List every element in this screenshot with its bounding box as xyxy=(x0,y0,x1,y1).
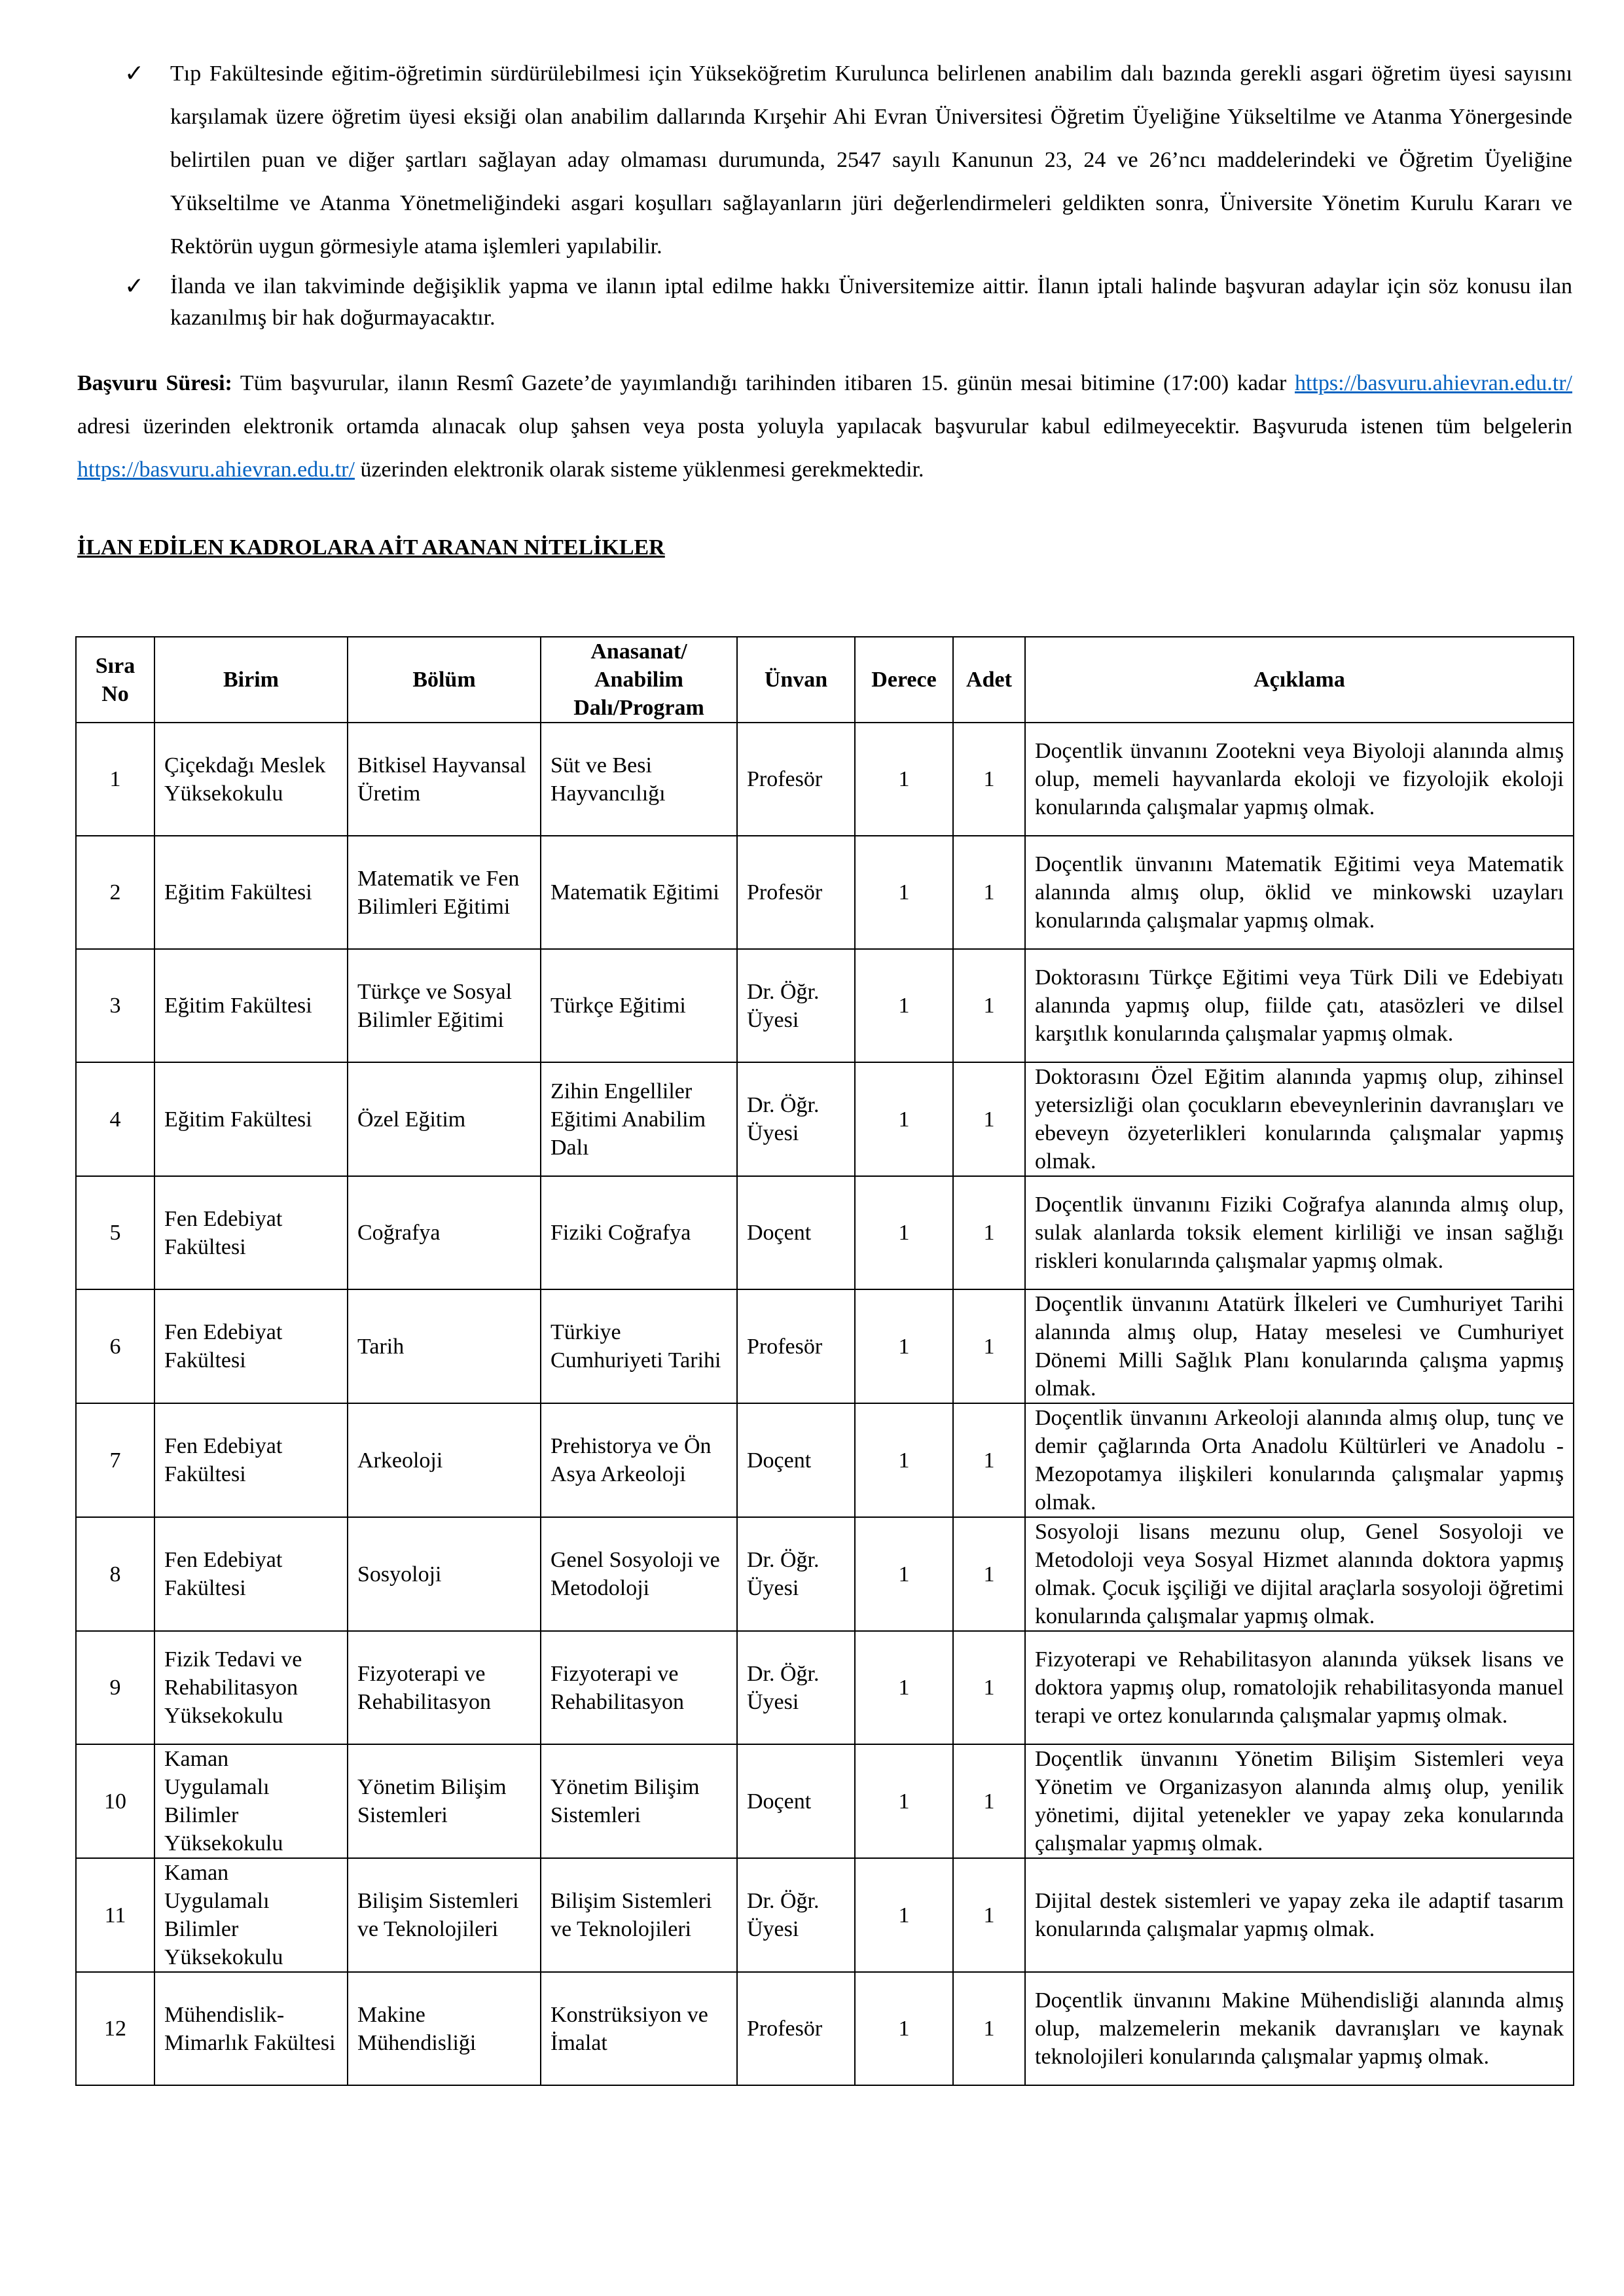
cell-unvan: Profesör xyxy=(737,836,855,949)
cell-unvan: Profesör xyxy=(737,723,855,836)
cell-adet: 1 xyxy=(953,1517,1025,1631)
header-adet: Adet xyxy=(953,637,1025,723)
cell-sira-no: 8 xyxy=(76,1517,154,1631)
positions-table xyxy=(75,636,1574,2086)
cell-adet: 1 xyxy=(953,1176,1025,1289)
cell-unvan: Doçent xyxy=(737,1176,855,1289)
table-row xyxy=(76,1176,1574,1289)
cell-anabilim: Genel Sosyoloji ve Metodoloji xyxy=(541,1517,737,1631)
cell-derece: 1 xyxy=(855,1289,953,1403)
cell-adet: 1 xyxy=(953,1972,1025,2085)
table-row xyxy=(76,1062,1574,1176)
cell-sira-no: 6 xyxy=(76,1289,154,1403)
cell-sira-no: 3 xyxy=(76,949,154,1062)
section-title: İLAN EDİLEN KADROLARA AİT ARANAN NİTELİKLER xyxy=(77,535,665,560)
header-sira-no: Sıra No xyxy=(76,637,154,723)
cell-aciklama: Fizyoterapi ve Rehabilitasyon alanında yüksek lisans ve doktora yapmış olup, romatolojik rehabilitasyonda manuel terapi ve ortez konularında çalışmalar yapmış olmak. xyxy=(1025,1631,1574,1744)
cell-birim: Fizik Tedavi ve Rehabilitasyon Yüksekokulu xyxy=(154,1631,348,1744)
cell-anabilim: Bilişim Sistemleri ve Teknolojileri xyxy=(541,1858,737,1972)
bullet-item xyxy=(124,52,1572,268)
cell-sira-no: 2 xyxy=(76,836,154,949)
table-row xyxy=(76,1289,1574,1403)
cell-adet: 1 xyxy=(953,949,1025,1062)
cell-sira-no: 12 xyxy=(76,1972,154,2085)
deadline-label: Başvuru Süresi: xyxy=(77,371,232,395)
checkmark-icon: ✓ xyxy=(124,60,145,87)
cell-bolum: Arkeoloji xyxy=(348,1403,541,1517)
table-header-row xyxy=(76,637,1574,723)
cell-aciklama: Doktorasını Özel Eğitim alanında yapmış olup, zihinsel yetersizliği olan çocukların ebeveynlerinin davranışları ve ebeveyn özyeterlikleri konularında çalışmalar yapmış olmak. xyxy=(1025,1062,1574,1176)
cell-birim: Eğitim Fakültesi xyxy=(154,836,348,949)
cell-anabilim: Süt ve Besi Hayvancılığı xyxy=(541,723,737,836)
application-link[interactable]: https://basvuru.ahievran.edu.tr/ xyxy=(77,457,355,482)
cell-aciklama: Doçentlik ünvanını Zootekni veya Biyoloji alanında almış olup, memeli hayvanlarda ekoloji ve fizyolojik ekoloji konularında çalışmalar yapmış olmak. xyxy=(1025,723,1574,836)
cell-derece: 1 xyxy=(855,949,953,1062)
header-derece: Derece xyxy=(855,637,953,723)
cell-derece: 1 xyxy=(855,1517,953,1631)
cell-sira-no: 9 xyxy=(76,1631,154,1744)
cell-aciklama: Doçentlik ünvanını Yönetim Bilişim Sistemleri veya Yönetim ve Organizasyon alanında almış olup, yenilik yönetimi, dijital yetenekler ve yapay zeka konularında çalışmalar yapmış olmak. xyxy=(1025,1744,1574,1858)
table-row xyxy=(76,723,1574,836)
table-row xyxy=(76,1858,1574,1972)
header-aciklama: Açıklama xyxy=(1025,637,1574,723)
header-birim: Birim xyxy=(154,637,348,723)
cell-birim: Mühendislik-Mimarlık Fakültesi xyxy=(154,1972,348,2085)
cell-bolum: Makine Mühendisliği xyxy=(348,1972,541,2085)
cell-adet: 1 xyxy=(953,1744,1025,1858)
cell-derece: 1 xyxy=(855,1403,953,1517)
cell-sira-no: 7 xyxy=(76,1403,154,1517)
cell-birim: Fen Edebiyat Fakültesi xyxy=(154,1517,348,1631)
checkmark-icon: ✓ xyxy=(124,273,145,300)
cell-adet: 1 xyxy=(953,723,1025,836)
cell-unvan: Profesör xyxy=(737,1289,855,1403)
table-row xyxy=(76,1744,1574,1858)
cell-aciklama: Doçentlik ünvanını Atatürk İlkeleri ve Cumhuriyet Tarihi alanında almış olup, Hatay meselesi ve Cumhuriyet Dönemi Milli Sağlık Planı konularında çalışma yapmış olmak. xyxy=(1025,1289,1574,1403)
cell-derece: 1 xyxy=(855,1972,953,2085)
header-unvan: Ünvan xyxy=(737,637,855,723)
cell-adet: 1 xyxy=(953,1858,1025,1972)
cell-bolum: Fizyoterapi ve Rehabilitasyon xyxy=(348,1631,541,1744)
cell-anabilim: Türkçe Eğitimi xyxy=(541,949,737,1062)
cell-aciklama: Doçentlik ünvanını Fiziki Coğrafya alanında almış olup, sulak alanlarda toksik element kirliliği ve insan sağlığı riskleri konularında çalışmalar yapmış olmak. xyxy=(1025,1176,1574,1289)
cell-unvan: Dr. Öğr. Üyesi xyxy=(737,1062,855,1176)
application-deadline xyxy=(77,362,1572,492)
cell-aciklama: Dijital destek sistemleri ve yapay zeka ile adaptif tasarım konularında çalışmalar yapmış olmak. xyxy=(1025,1858,1574,1972)
table-row xyxy=(76,836,1574,949)
deadline-text: Tüm başvurular, ilanın Resmî Gazete’de yayımlandığı tarihinden itibaren 15. günün mesai bitimine (17:00) kadar xyxy=(232,371,1295,395)
cell-adet: 1 xyxy=(953,836,1025,949)
cell-birim: Eğitim Fakültesi xyxy=(154,1062,348,1176)
cell-bolum: Türkçe ve Sosyal Bilimler Eğitimi xyxy=(348,949,541,1062)
cell-derece: 1 xyxy=(855,1062,953,1176)
cell-birim: Fen Edebiyat Fakültesi xyxy=(154,1289,348,1403)
cell-derece: 1 xyxy=(855,1744,953,1858)
cell-anabilim: Yönetim Bilişim Sistemleri xyxy=(541,1744,737,1858)
table-row xyxy=(76,1631,1574,1744)
cell-bolum: Bilişim Sistemleri ve Teknolojileri xyxy=(348,1858,541,1972)
cell-anabilim: Türkiye Cumhuriyeti Tarihi xyxy=(541,1289,737,1403)
cell-sira-no: 5 xyxy=(76,1176,154,1289)
cell-sira-no: 11 xyxy=(76,1858,154,1972)
cell-adet: 1 xyxy=(953,1062,1025,1176)
cell-derece: 1 xyxy=(855,1631,953,1744)
cell-sira-no: 1 xyxy=(76,723,154,836)
cell-derece: 1 xyxy=(855,1858,953,1972)
table-row xyxy=(76,1517,1574,1631)
header-bolum: Bölüm xyxy=(348,637,541,723)
cell-anabilim: Fiziki Coğrafya xyxy=(541,1176,737,1289)
cell-birim: Kaman Uygulamalı Bilimler Yüksekokulu xyxy=(154,1744,348,1858)
bullet-text: İlanda ve ilan takviminde değişiklik yapma ve ilanın iptal edilme hakkı Üniversitemize aittir. İlanın iptali halinde başvuran adaylar için söz konusu ilan kazanılmış bir hak doğurmayacaktır. xyxy=(170,274,1572,330)
cell-adet: 1 xyxy=(953,1289,1025,1403)
cell-unvan: Doçent xyxy=(737,1744,855,1858)
cell-derece: 1 xyxy=(855,836,953,949)
cell-adet: 1 xyxy=(953,1631,1025,1744)
cell-derece: 1 xyxy=(855,723,953,836)
cell-birim: Eğitim Fakültesi xyxy=(154,949,348,1062)
cell-birim: Fen Edebiyat Fakültesi xyxy=(154,1403,348,1517)
cell-aciklama: Doktorasını Türkçe Eğitimi veya Türk Dili ve Edebiyatı alanında yapmış olup, fiilde çatı, atasözleri ve dilsel karşıtlık konularında çalışmalar yapmış olmak. xyxy=(1025,949,1574,1062)
cell-aciklama: Sosyoloji lisans mezunu olup, Genel Sosyoloji ve Metodoloji veya Sosyal Hizmet alanında doktora yapmış olmak. Çocuk işçiliği ve dijital araçlarla sosyoloji öğretimi konularında çalışmalar yapmış olmak. xyxy=(1025,1517,1574,1631)
cell-unvan: Profesör xyxy=(737,1972,855,2085)
bullet-list xyxy=(124,52,1572,334)
cell-sira-no: 10 xyxy=(76,1744,154,1858)
cell-bolum: Bitkisel Hayvansal Üretim xyxy=(348,723,541,836)
cell-unvan: Dr. Öğr. Üyesi xyxy=(737,949,855,1062)
cell-birim: Fen Edebiyat Fakültesi xyxy=(154,1176,348,1289)
deadline-text: üzerinden elektronik olarak sisteme yüklenmesi gerekmektedir. xyxy=(354,457,924,482)
cell-birim: Kaman Uygulamalı Bilimler Yüksekokulu xyxy=(154,1858,348,1972)
bullet-text: Tıp Fakültesinde eğitim-öğretimin sürdürülebilmesi için Yükseköğretim Kurulunca belirlenen anabilim dalı bazında gerekli asgari öğretim üyesi sayısını karşılamak üzere öğretim üyesi eksiği olan anabilim dallarında Kırşehir Ahi Evran Üniversitesi Öğretim Üyeliğine Yükseltilme ve Atanma Yönergesinde belirtilen puan ve diğer şartları sağlayan aday olmaması durumunda, 2547 sayılı Kanunun 23, 24 ve 26’ncı maddelerindeki ve Öğretim Üyeliğine Yükseltilme ve Atanma Yönetmeliğindeki asgari koşulları sağlayanların jüri değerlendirmeleri geldikten sonra, Üniversite Yönetim Kurulu Kararı ve Rektörün uygun görmesiyle atama işlemleri yapılabilir. xyxy=(170,62,1572,259)
cell-anabilim: Zihin Engelliler Eğitimi Anabilim Dalı xyxy=(541,1062,737,1176)
header-anabilim: Anasanat/ Anabilim Dalı/Program xyxy=(541,637,737,723)
table-row xyxy=(76,1403,1574,1517)
cell-anabilim: Konstrüksiyon ve İmalat xyxy=(541,1972,737,2085)
cell-anabilim: Matematik Eğitimi xyxy=(541,836,737,949)
cell-unvan: Dr. Öğr. Üyesi xyxy=(737,1517,855,1631)
cell-unvan: Doçent xyxy=(737,1403,855,1517)
cell-birim: Çiçekdağı Meslek Yüksekokulu xyxy=(154,723,348,836)
cell-bolum: Yönetim Bilişim Sistemleri xyxy=(348,1744,541,1858)
cell-bolum: Özel Eğitim xyxy=(348,1062,541,1176)
cell-aciklama: Doçentlik ünvanını Matematik Eğitimi veya Matematik alanında almış olup, öklid ve minkowski uzayları konularında çalışmalar yapmış olmak. xyxy=(1025,836,1574,949)
cell-adet: 1 xyxy=(953,1403,1025,1517)
cell-unvan: Dr. Öğr. Üyesi xyxy=(737,1631,855,1744)
cell-unvan: Dr. Öğr. Üyesi xyxy=(737,1858,855,1972)
cell-anabilim: Fizyoterapi ve Rehabilitasyon xyxy=(541,1631,737,1744)
cell-bolum: Sosyoloji xyxy=(348,1517,541,1631)
cell-aciklama: Doçentlik ünvanını Arkeoloji alanında almış olup, tunç ve demir çağlarında Orta Anadolu Kültürleri ve Anadolu - Mezopotamya ilişkileri konularında çalışmalar yapmış olmak. xyxy=(1025,1403,1574,1517)
cell-bolum: Tarih xyxy=(348,1289,541,1403)
cell-aciklama: Doçentlik ünvanını Makine Mühendisliği alanında almış olup, malzemelerin mekanik davranışları ve kaynak teknolojileri konularında çalışmalar yapmış olmak. xyxy=(1025,1972,1574,2085)
cell-derece: 1 xyxy=(855,1176,953,1289)
deadline-text: adresi üzerinden elektronik ortamda alınacak olup şahsen veya posta yoluyla yapılacak başvurular kabul edilmeyecektir. Başvuruda istenen tüm belgelerin xyxy=(77,414,1572,439)
table-row xyxy=(76,1972,1574,2085)
application-link[interactable]: https://basvuru.ahievran.edu.tr/ xyxy=(1295,371,1572,395)
bullet-item xyxy=(124,271,1572,334)
table-row xyxy=(76,949,1574,1062)
cell-bolum: Coğrafya xyxy=(348,1176,541,1289)
cell-bolum: Matematik ve Fen Bilimleri Eğitimi xyxy=(348,836,541,949)
cell-anabilim: Prehistorya ve Ön Asya Arkeoloji xyxy=(541,1403,737,1517)
cell-sira-no: 4 xyxy=(76,1062,154,1176)
